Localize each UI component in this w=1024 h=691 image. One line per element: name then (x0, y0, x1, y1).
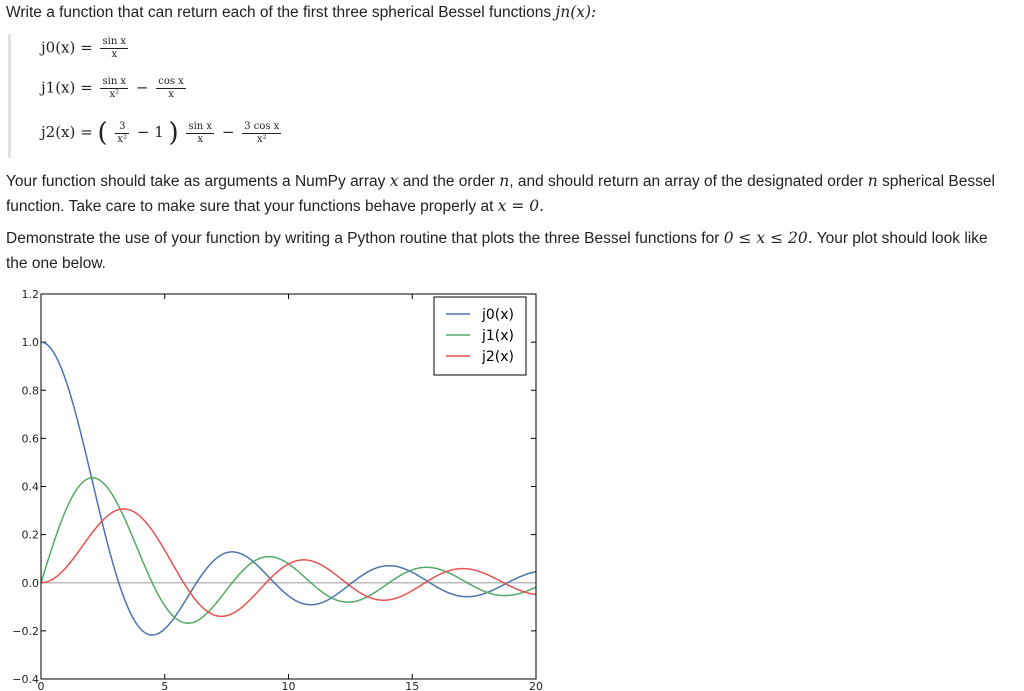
y-tick-label: 0.2 (21, 528, 39, 542)
intro-lead: Write a function that can return each of the first three spherical Bessel functions (6, 4, 552, 21)
j1-op: − (135, 78, 149, 97)
x-tick-label: 0 (37, 680, 45, 691)
x-tick-label: 20 (529, 680, 543, 691)
y-tick-label: 0.8 (21, 384, 39, 398)
para2-cond: x = 0. (497, 197, 545, 215)
series-line-j0(x) (41, 342, 536, 635)
para2-d: spherical Bessel function. Take care to make sure that your functions behave properly at (6, 173, 995, 215)
j2-paren-close: ) (168, 118, 179, 148)
j1-term1-num: sin x (102, 76, 127, 87)
para3-range: 0 ≤ x ≤ 20. (723, 229, 813, 247)
equation-j0 (41, 36, 131, 61)
para2-x: x (389, 172, 399, 190)
intro-func: jn(x): (555, 3, 597, 21)
j2-paren-den: x² (117, 133, 128, 145)
paragraph-demonstrate (6, 226, 1011, 276)
j2-term2 (242, 121, 281, 146)
series-line-j2(x) (41, 509, 536, 616)
j2-paren-open: ( (97, 118, 108, 148)
j1-lhs: j1(x) = (41, 78, 93, 97)
j1-term2-num: cos x (158, 76, 184, 87)
paragraph-arguments (6, 169, 1011, 219)
para2-a: Your function should take as arguments a NumPy array (6, 173, 386, 190)
series-layer (41, 342, 536, 635)
y-tick-label: −0.2 (12, 624, 39, 638)
j2-paren-num: 3 (115, 121, 129, 134)
j2-lhs: j2(x) = (41, 123, 93, 141)
para3-a: Demonstrate the use of your function by writing a Python routine that plots the three Bessel functions for (6, 230, 720, 247)
legend-label: j0(x) (482, 307, 515, 323)
para2-b: and the order (402, 173, 495, 190)
j2-term1 (186, 121, 214, 146)
j2-term1-num: sin x (188, 120, 213, 132)
j2-term1-den: x (197, 133, 204, 145)
equation-j1 (41, 76, 189, 101)
j1-term1 (100, 76, 128, 101)
j2-term2-den: x² (256, 133, 267, 145)
legend-label: j1(x) (482, 328, 515, 344)
j2-paren-rest: − 1 (136, 123, 164, 141)
intro-text (6, 0, 1011, 25)
j2-term2-num: 3 cos x (244, 120, 280, 132)
bessel-chart (0, 280, 560, 691)
x-tick-label: 15 (405, 680, 420, 691)
equations-block (8, 34, 331, 158)
x-tick-label: 5 (161, 680, 169, 691)
equation-j2 (41, 118, 284, 148)
y-tick-label: 0.0 (21, 576, 39, 590)
j0-term1-num: sin x (102, 36, 127, 47)
para3-b: Your plot should look like the one below. (6, 230, 988, 272)
j2-paren-frac (115, 121, 129, 146)
y-tick-label: 1.2 (21, 288, 39, 301)
para2-c: , and should return an array of the designated order (509, 173, 864, 190)
j0-term1 (100, 36, 128, 61)
legend (434, 297, 526, 375)
j0-lhs: j0(x) = (41, 38, 93, 57)
legend-label: j2(x) (482, 349, 515, 365)
y-tick-label: 1.0 (21, 336, 39, 350)
j1-term1-den: x² (109, 89, 120, 100)
j1-term2-den: x (168, 89, 174, 100)
j0-term1-den: x (111, 49, 118, 60)
y-tick-label: −0.4 (12, 673, 39, 686)
y-tick-label: 0.6 (21, 432, 39, 446)
j2-op: − (221, 123, 235, 141)
series-line-j1(x) (41, 478, 536, 623)
para2-n2: n (867, 172, 878, 190)
j1-term2 (156, 76, 186, 101)
y-tick-label: 0.4 (21, 480, 39, 494)
x-tick-label: 10 (281, 680, 296, 691)
para2-n: n (499, 172, 510, 190)
